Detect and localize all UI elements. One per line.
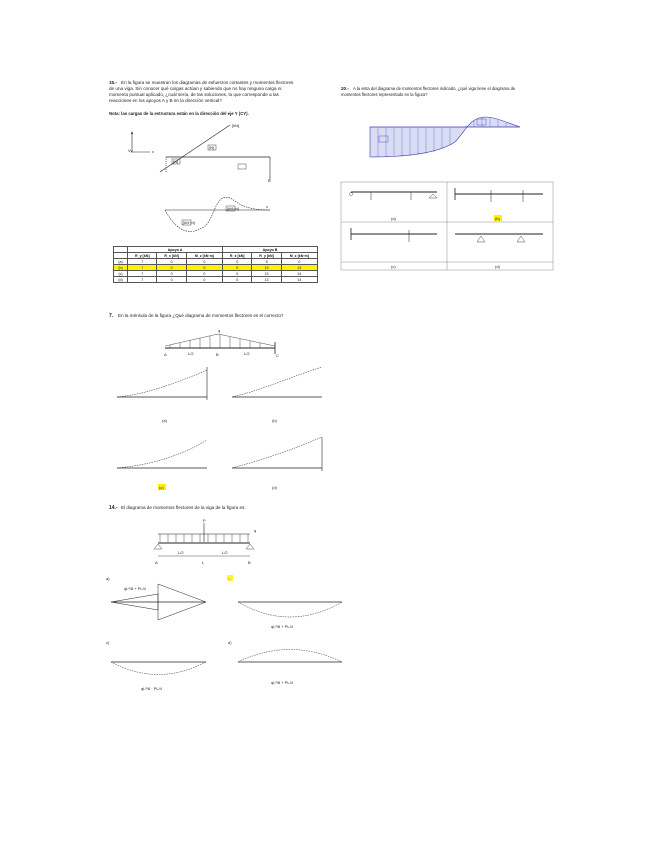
problem-15-number: 15.- — [109, 80, 117, 85]
beam-label: L — [202, 560, 205, 565]
shear-x-label: x — [152, 149, 154, 154]
beam-label: B — [216, 352, 219, 357]
table-row: (d) 7 0 0 0 13 14 — [114, 277, 318, 283]
table-row: (a) 7 0 0 0 5 0 — [114, 259, 318, 265]
reactions-table — [113, 246, 318, 283]
moment-value-label: [kN·m] — [227, 206, 239, 211]
beam-label: P — [203, 518, 206, 523]
formula-c: qL²/8 · PL/4 — [141, 686, 162, 691]
problem-7-options — [112, 365, 327, 495]
problem-15-text-line: momento puntual aplicado, ¿cuál sería, de las soluciones, la que corresponde a las — [109, 92, 279, 97]
problem-14-beam — [150, 518, 265, 568]
shear-point-label: B — [268, 178, 271, 183]
problem-7-number: 7. — [109, 313, 114, 319]
column-header: R_x [kN] — [223, 253, 252, 259]
correct-highlight — [227, 575, 233, 581]
problem-14-number: 14.- — [109, 505, 118, 511]
shear-value-label: [N] — [173, 159, 179, 164]
problem-7-beam — [160, 326, 285, 360]
option-label-d: (d) — [272, 485, 277, 490]
column-header: R_x [kN] — [157, 253, 186, 259]
group-b-header: Apoyo B — [223, 247, 318, 253]
problem-15-text-line: de una viga. Sin conocer qué cargas actúan y sabiendo que no hay ninguna carga ni — [109, 86, 282, 91]
option-label-a: (a) — [391, 216, 396, 221]
problem-20-text-line: A la vista del diagrama de momentos flectores indicado, ¿qué viga tiene el diagrama de — [353, 86, 516, 91]
beam-label: L/2 — [188, 351, 194, 356]
problem-20-moment-diagram — [370, 112, 530, 172]
problem-20-options-grid — [341, 182, 553, 270]
problem-7-text: En la ménsula de la figura ¿Qué diagrama de momentos flectores es el correcto? — [118, 313, 284, 318]
option-label-a: (a) — [162, 418, 167, 423]
column-header: R_y [kN] — [128, 253, 157, 259]
column-header: M_z [kN·m] — [281, 253, 317, 259]
option-label-c: (c) — [391, 264, 396, 269]
problem-14-text: El diagrama de momentos flectores de la viga de la figura es: — [121, 505, 246, 510]
moment-diagram — [160, 188, 280, 238]
beam-label: C — [276, 353, 279, 358]
option-label-d: (d) — [495, 264, 500, 269]
column-header: M_z [kN·m] — [186, 253, 222, 259]
problem-14-options — [106, 572, 346, 697]
option-label-a: a) — [106, 576, 110, 581]
option-label-b: (b) — [495, 216, 500, 221]
problem-20-text-line: momentos flectores representado en la figura? — [341, 92, 428, 97]
option-b-beam — [455, 188, 543, 202]
beam-label: q — [218, 328, 221, 333]
beam-label: A — [155, 560, 158, 565]
option-label-c: (c) — [159, 485, 164, 490]
shear-value-label: [N] — [209, 145, 215, 150]
option-label-c: c) — [106, 640, 110, 645]
beam-label: B — [248, 560, 251, 565]
shear-diagram — [120, 120, 280, 185]
problem-20-number: 20.- — [341, 86, 349, 91]
option-label-b: (b) — [272, 418, 277, 423]
option-a-beam — [350, 192, 438, 200]
formula-a: qL²/8 + PL/4 — [124, 586, 146, 591]
beam-label: q — [254, 528, 257, 533]
formula-d: qL²/8 + PL/4 — [271, 680, 293, 685]
column-header: R_y [kN] — [252, 253, 281, 259]
problem-15-note: Nota: las cargas de la estructura están en la dirección del eje Y (CY). — [109, 111, 249, 116]
shear-axis-label: Vy — [128, 148, 133, 153]
beam-label: L/2 — [244, 351, 250, 356]
formula-b: qL²/8 + PL/4 — [271, 624, 293, 629]
problem-15-text-line: En la figura se muestran los diagramas de esfuerzos cortantes y momentos flectores — [121, 80, 294, 85]
shear-line — [160, 125, 230, 172]
option-label-d: d) — [228, 640, 232, 645]
option-d-beam — [455, 234, 543, 242]
beam-label: L/2 — [222, 550, 228, 555]
moment-x-label: x — [266, 204, 268, 209]
group-a-header: Apoyo A — [128, 247, 223, 253]
beam-label: L/2 — [178, 550, 184, 555]
option-c-beam — [351, 228, 437, 242]
shear-unit-label: [kN] — [232, 123, 240, 128]
beam-label: A — [164, 352, 167, 357]
problem-15-text-line: reacciones en los apoyos A y B en la dirección vertical? — [109, 98, 222, 103]
table-row-highlighted: (b) 7 0 0 0 13 14 — [114, 265, 318, 271]
moment-curve — [165, 197, 270, 231]
moment-value-label: [kN·m] — [183, 220, 195, 225]
table-row: (c) 7 0 0 0 13 14 — [114, 271, 318, 277]
